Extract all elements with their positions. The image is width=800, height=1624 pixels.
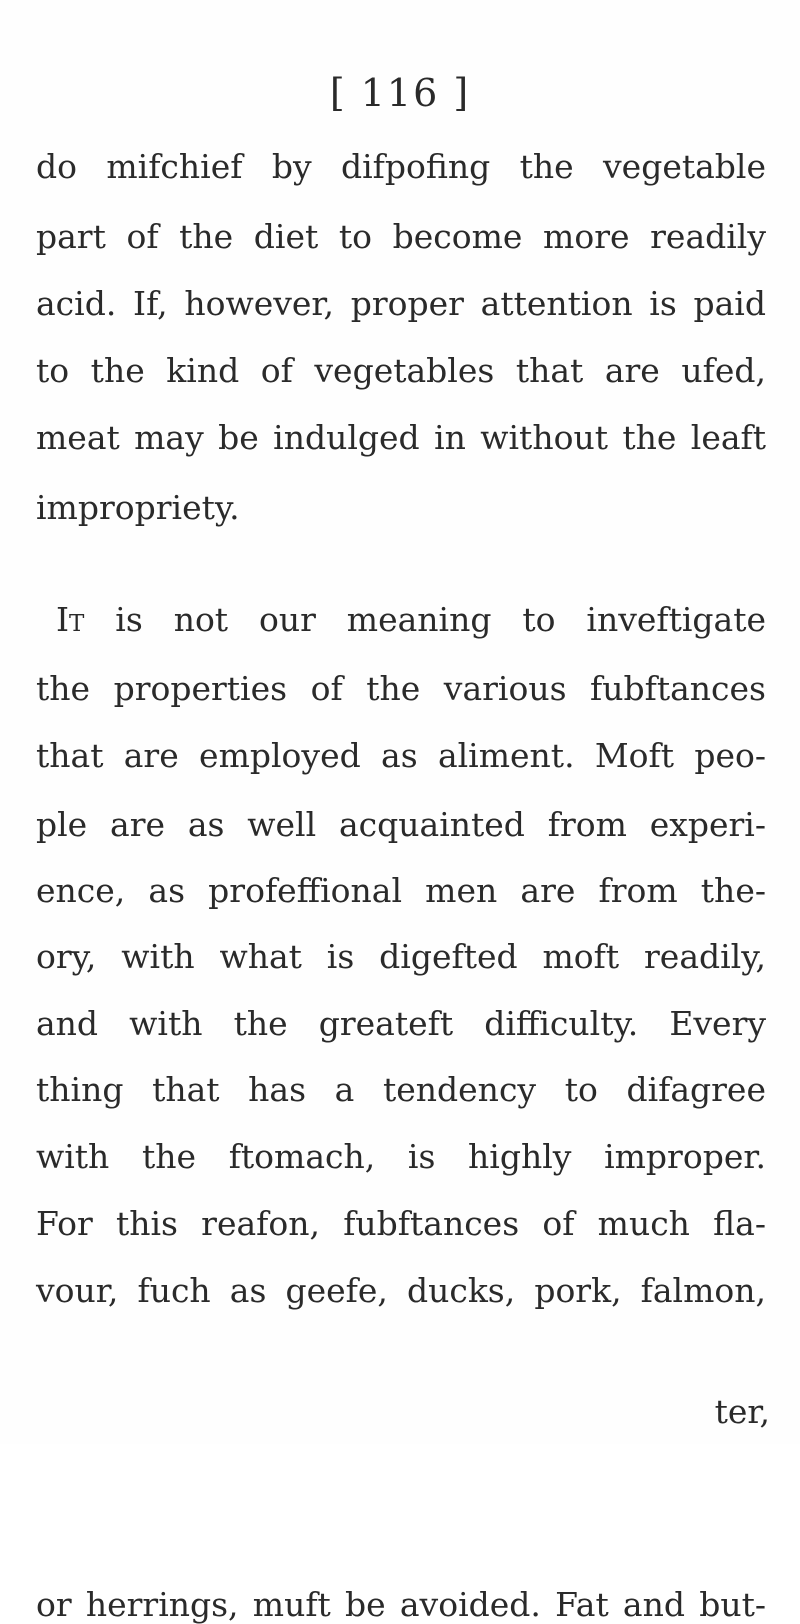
paragraph-initial-word: It <box>56 600 85 639</box>
text-line: part of the diet to become more readily <box>36 217 766 256</box>
text-line: with the ftomach, is highly improper. <box>36 1137 766 1176</box>
text-line: acid. If, however, proper attention is paid <box>36 284 766 323</box>
text-line: ple are as well acquainted from experi- <box>36 805 766 844</box>
catchword: ter, <box>714 1392 770 1431</box>
text-line: and with the greateft difficulty. Every <box>36 1004 766 1043</box>
paragraph-opening-line <box>56 600 766 639</box>
page-number-header: [ 116 ] <box>329 71 471 115</box>
text-line: the properties of the various fubftances <box>36 669 766 708</box>
text-line: that are employed as aliment. Moft peo- <box>36 736 766 775</box>
paragraph-opening-text: is not our meaning to inveftigate <box>84 600 766 639</box>
text-line: impropriety. <box>36 488 240 527</box>
text-line: do mifchief by difpofing the vegetable <box>36 147 766 186</box>
text-line: meat may be indulged in without the leaft <box>36 418 766 457</box>
text-line: or herrings, muft be avoided. Fat and but- <box>36 1585 766 1624</box>
text-line: ence, as profeffional men are from the- <box>36 871 766 910</box>
text-line: vour, fuch as geefe, ducks, pork, falmon, <box>36 1271 766 1310</box>
text-line: For this reafon, fubftances of much fla- <box>36 1204 766 1243</box>
text-line: thing that has a tendency to difagree <box>36 1070 766 1109</box>
text-line: to the kind of vegetables that are ufed, <box>36 351 766 390</box>
text-line: ory, with what is digefted moft readily, <box>36 937 766 976</box>
